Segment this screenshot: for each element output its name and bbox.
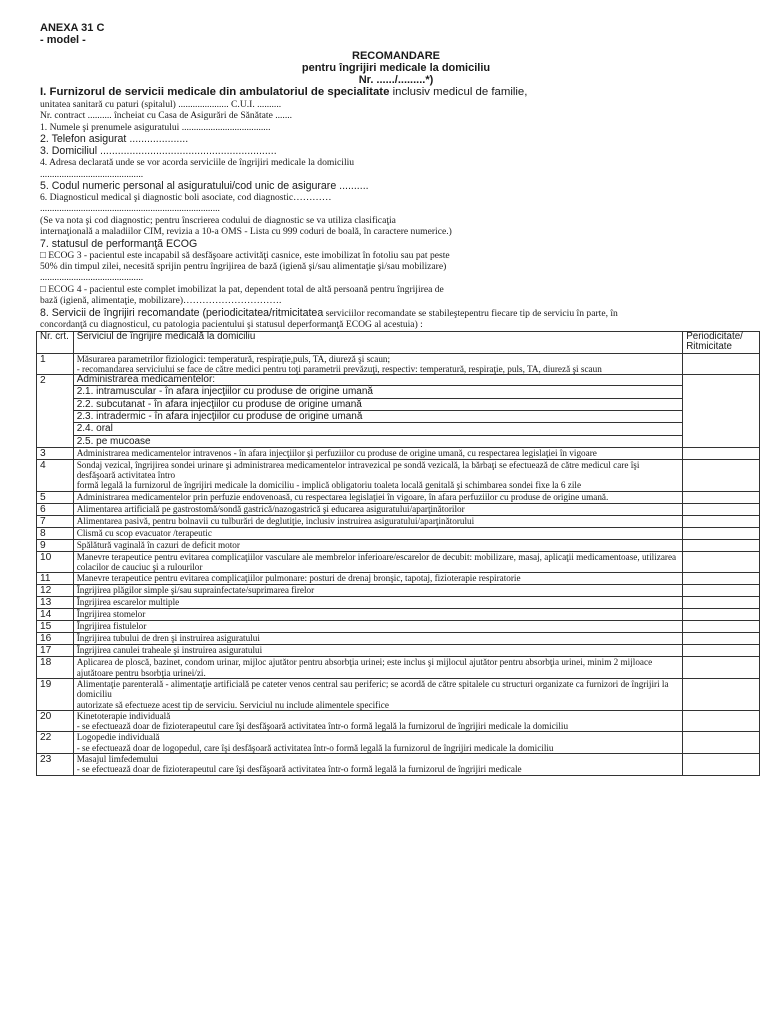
service-text: Îngrijirea fistulelor <box>76 621 147 632</box>
periodicity-cell[interactable] <box>683 353 760 375</box>
row-number: 5 <box>37 491 74 503</box>
row-number: 15 <box>37 621 74 633</box>
service-text: Aplicarea de ploscă, bazinet, condom urinar, mijloc ajutător pentru absorbţia urinei; este inclus şi mijlocul ajutător pentru absorbţia urinei, minim 2 mijloace ajutătoare pentru bsorbţia urinei/zi. <box>76 657 653 678</box>
periodicity-cell[interactable] <box>683 447 760 459</box>
table-row <box>37 597 760 609</box>
periodicity-cell[interactable] <box>683 539 760 551</box>
table-row <box>37 447 760 459</box>
service-cell <box>73 597 683 609</box>
service-cell <box>73 678 683 710</box>
row-number: 11 <box>37 573 74 585</box>
service-text: Kinetoterapie individuală <box>76 710 171 721</box>
sub-item <box>74 435 683 447</box>
row-number: 14 <box>37 609 74 621</box>
document-title: RECOMANDARE <box>352 50 440 62</box>
declared-address-line: 4. Adresa declarată unde se vor acorda serviciile de îngrijiri medicale la domiciliu <box>40 157 355 169</box>
row-number: 17 <box>37 645 74 657</box>
table-row <box>37 353 760 375</box>
service-cell <box>73 645 683 657</box>
periodicity-cell[interactable] <box>683 585 760 597</box>
table-row <box>37 551 760 573</box>
table-row <box>37 491 760 503</box>
service-cell <box>73 657 683 679</box>
service-cell <box>73 732 683 754</box>
annex-label: ANEXA 31 C <box>40 22 105 34</box>
document-subtitle: pentru îngrijiri medicale la domiciliu <box>301 62 491 74</box>
service-text: Îngrijirea stomelor <box>76 609 146 620</box>
sub-item-text: 2.1. intramuscular - în afara injecţiilor cu produse de origine umană <box>76 386 373 398</box>
service-cell <box>73 633 683 645</box>
service-text: Clismă cu scop evacuator /terapeutic <box>76 527 212 538</box>
services-table <box>36 331 760 776</box>
periodicity-cell[interactable] <box>683 754 760 776</box>
service-text: Măsurarea parametrilor fiziologici: temperatură, respiraţie,puls, TA, diureză şi scaun; <box>76 353 391 364</box>
table-row <box>37 754 760 776</box>
service-text: - se efectuează doar de fizioterapeutul care îşi desfăşoară activitatea într-o formă legală la furnizorul de îngrijiri medicale la domiciliu <box>76 721 569 732</box>
periodicity-cell[interactable] <box>683 375 760 448</box>
service-text: Manevre terapeutice pentru evitarea complicaţiilor vasculare ale membrelor inferioare/escarelor de decubit: mobilizare, masaj, aplicaţii medicamentoase, utilizarea colacilor de cauciuc şi a rulourilor <box>76 551 677 573</box>
table-row <box>37 621 760 633</box>
service-text: Îngrijirea canulei traheale şi instruirea asiguratului <box>76 645 263 656</box>
row-number: 2 <box>37 375 74 448</box>
service-text: Alimentarea pasivă, pentru bolnavii cu tulburări de deglutiţie, inclusiv instruirea asiguratului/aparţinătorului <box>76 515 475 526</box>
table-row <box>37 710 760 732</box>
service-cell <box>73 447 683 459</box>
row-number: 13 <box>37 597 74 609</box>
row-number: 6 <box>37 503 74 515</box>
declared-address-dots: ........................................... <box>40 168 144 180</box>
sub-item <box>74 398 683 410</box>
ecog4-line-2: bază (igienă, alimentaţie, mobilizare)…………………………. <box>40 295 282 307</box>
periodicity-cell[interactable] <box>683 491 760 503</box>
table-row <box>37 609 760 621</box>
row-number: 12 <box>37 585 74 597</box>
sub-item <box>74 410 683 422</box>
service-cell <box>73 539 683 551</box>
row-number: 1 <box>37 353 74 375</box>
service-text: Administrarea medicamentelor: <box>76 374 216 386</box>
diagnosis-line: 6. Diagnosticul medical şi diagnostic boli asociate, cod diagnostic………… <box>40 192 332 204</box>
service-cell <box>73 527 683 539</box>
periodicity-cell[interactable] <box>683 609 760 621</box>
service-cell <box>73 503 683 515</box>
service-text: Îngrijirea tubului de dren şi instruirea asiguratului <box>76 633 260 644</box>
table-header-row <box>37 331 760 353</box>
periodicity-cell[interactable] <box>683 710 760 732</box>
row-number: 20 <box>37 710 74 732</box>
periodicity-cell[interactable] <box>683 527 760 539</box>
document-number: Nr. ....../.........*) <box>358 74 434 86</box>
service-cell <box>73 353 683 375</box>
table-row <box>37 539 760 551</box>
table-row <box>37 375 760 448</box>
service-cell <box>73 491 683 503</box>
sub-items <box>74 385 683 446</box>
service-text: Logopedie individuală <box>76 732 160 743</box>
unit-line: unitatea sanitară cu paturi (spitalul) ..................... C.U.I. .......... <box>40 99 282 110</box>
service-text: Alimentarea artificială pe gastrostomă/sondă gastrică/nazogastrică şi educarea asiguratului/aparţinătorilor <box>76 503 465 514</box>
table-row <box>37 515 760 527</box>
table-row <box>37 459 760 491</box>
periodicity-cell[interactable] <box>683 551 760 573</box>
ecog3-dots: ........................................... <box>40 272 144 284</box>
periodicity-cell[interactable] <box>683 573 760 585</box>
cnp-line: 5. Codul numeric personal al asiguratului/cod unic de asigurare .......... <box>40 180 369 193</box>
sub-item <box>74 422 683 434</box>
periodicity-cell[interactable] <box>683 657 760 679</box>
service-cell <box>73 585 683 597</box>
service-cell <box>73 375 683 448</box>
service-text: formă legală la furnizorul de îngrijiri medicale la domiciliu - implică obligatoriu toaleta locală genitală şi schimbarea sondei fixe la 6 zile <box>76 480 582 491</box>
document-page <box>40 22 752 776</box>
periodicity-cell[interactable] <box>683 597 760 609</box>
service-cell <box>73 459 683 491</box>
row-number: 8 <box>37 527 74 539</box>
ecog4-line-1: □ ECOG 4 - pacientul este complet imobilizat la pat, dependent total de altă persoană pentru îngrijirea de <box>40 283 444 295</box>
diagnosis-note-2: internaţională a maladiilor CIM, revizia a 10-a OMS - Lista cu 999 coduri de boală, în caractere numerice.) <box>40 226 452 238</box>
table-row <box>37 678 760 710</box>
row-number: 18 <box>37 657 74 679</box>
periodicity-cell[interactable] <box>683 732 760 754</box>
table-row <box>37 527 760 539</box>
sub-item-text: 2.5. pe mucoase <box>76 435 151 447</box>
sub-item <box>74 385 683 397</box>
contract-line: Nr. contract .......... încheiat cu Casa de Asigurări de Sănătate ....... <box>40 110 293 122</box>
address-line: 3. Domiciliul ............................................................ <box>40 145 277 158</box>
table-row <box>37 645 760 657</box>
ecog-heading: 7. statusul de performanţă ECOG <box>40 237 198 250</box>
service-text: Administrarea medicamentelor intravenos - în afara injecţiilor şi perfuziilor cu produse de origine umană, cu respectarea legislaţiei în vigoare <box>76 447 597 458</box>
sub-item-text: 2.4. oral <box>76 423 113 435</box>
col-period-header: Periodicitate/ Ritmicitate <box>683 331 760 353</box>
ecog3-line-2: 50% din timpul zilei, necesită sprijin pentru îngrijirea de bază (igienă şi/sau alimentaţie şi/sau mobilizare) <box>40 261 447 273</box>
periodicity-cell[interactable] <box>683 678 760 710</box>
periodicity-cell[interactable] <box>683 633 760 645</box>
table-row <box>37 573 760 585</box>
row-number: 23 <box>37 754 74 776</box>
service-text: Sondaj vezical, îngrijirea sondei urinare şi administrarea medicamentelor intravezical pe sondă vezicală, la bărbaţi se efectuează de către medicul care îşi desfăşoară activitatea întro <box>76 459 640 481</box>
service-text: Spălătură vaginală în cazuri de deficit motor <box>76 539 240 550</box>
service-text: Îngrijirea plăgilor simple şi/sau suprainfectate/suprimarea firelor <box>76 585 315 596</box>
row-number: 3 <box>37 447 74 459</box>
row-number: 7 <box>37 515 74 527</box>
service-text: Administrarea medicamentelor prin perfuzie endovenoasă, cu respectarea legislaţiei în vigoare, în afara perfuziilor cu produse de origine umană. <box>76 491 609 502</box>
row-number: 19 <box>37 678 74 710</box>
service-cell <box>73 621 683 633</box>
name-line: 1. Numele şi prenumele asiguratului ..................................... <box>40 121 271 133</box>
service-cell <box>73 573 683 585</box>
periodicity-cell[interactable] <box>683 503 760 515</box>
service-text: - se efectuează doar de fizioterapeutul care îşi desfăşoară activitatea într-o formă legală la furnizorul de îngrijiri medicale <box>76 764 522 775</box>
services-heading: 8. Servicii de îngrijiri recomandate (periodicitatea/ritmicitatea serviciilor recomandate se stabileştepentru fiecare tip de serviciu în parte, în <box>40 306 618 319</box>
diagnosis-dots: ........................................................................... <box>40 203 220 215</box>
phone-line: 2. Telefon asigurat .................... <box>40 133 189 146</box>
row-number: 4 <box>37 459 74 491</box>
col-nr-header: Nr. crt. <box>37 331 74 353</box>
service-text: Manevre terapeutice pentru evitarea complicaţiilor pulmonare: posturi de drenaj bronşic, tapotaj, fizioterapie respiratorie <box>76 573 521 584</box>
service-cell <box>73 710 683 732</box>
sub-item-text: 2.3. intradermic - în afara injecţiilor cu produse de origine umană <box>76 410 363 422</box>
row-number: 10 <box>37 551 74 573</box>
row-number: 16 <box>37 633 74 645</box>
service-text: Îngrijirea escarelor multiple <box>76 597 180 608</box>
table-row <box>37 585 760 597</box>
service-text: Masajul limfedemului <box>76 754 159 765</box>
row-number: 9 <box>37 539 74 551</box>
table-row <box>37 503 760 515</box>
service-cell <box>73 609 683 621</box>
col-service-header: Serviciul de îngrijire medicală la domiciliu <box>73 331 683 353</box>
diagnosis-note-1: (Se va nota şi cod diagnostic; pentru înscrierea codului de diagnostic se va utiliza clasificaţia <box>40 214 396 226</box>
service-text: - se efectuează doar de logopedul, care îşi desfăşoară activitatea într-o formă legală la furnizorul de îngrijiri medicale la domiciliu <box>76 742 554 753</box>
ecog3-line-1: □ ECOG 3 - pacientul este incapabil să desfăşoare activităţi casnice, este imobilizat în fotoliu sau pat peste <box>40 249 450 261</box>
table-row <box>37 657 760 679</box>
periodicity-cell[interactable] <box>683 459 760 491</box>
row-number: 22 <box>37 732 74 754</box>
service-text: - recomandarea serviciului se face de către medici pentru toţi parametrii prevăzuţi, respectiv: temperatură, respiraţie, puls, TA, diureză şi scaun <box>76 363 602 374</box>
service-text: autorizate să efectueze acest tip de serviciu. Serviciul nu include alimentele specifice <box>76 699 389 710</box>
periodicity-cell[interactable] <box>683 515 760 527</box>
table-body <box>37 353 760 775</box>
service-text: Alimentaţie parenterală - alimentaţie artificială pe cateter venos central sau periferic; se acordă de către spitalele cu structuri organizate ca furnizori de îngrijiri la domiciliu <box>76 678 669 700</box>
periodicity-cell[interactable] <box>683 621 760 633</box>
table-row <box>37 732 760 754</box>
section1-heading: I. Furnizorul de servicii medicale din ambulatoriul de specialitate inclusiv medicul de familie, <box>40 86 528 98</box>
sub-item-text: 2.2. subcutanat - în afara injecţiilor cu produse de origine umană <box>76 398 362 410</box>
services-heading-cont: concordanţă cu diagnosticul, cu patologia pacientului şi statusul deperformanţă ECOG al acestuia) : <box>40 319 423 331</box>
service-cell <box>73 515 683 527</box>
model-label: - model - <box>40 34 86 46</box>
table-row <box>37 633 760 645</box>
service-cell <box>73 754 683 776</box>
periodicity-cell[interactable] <box>683 645 760 657</box>
service-cell <box>73 551 683 573</box>
